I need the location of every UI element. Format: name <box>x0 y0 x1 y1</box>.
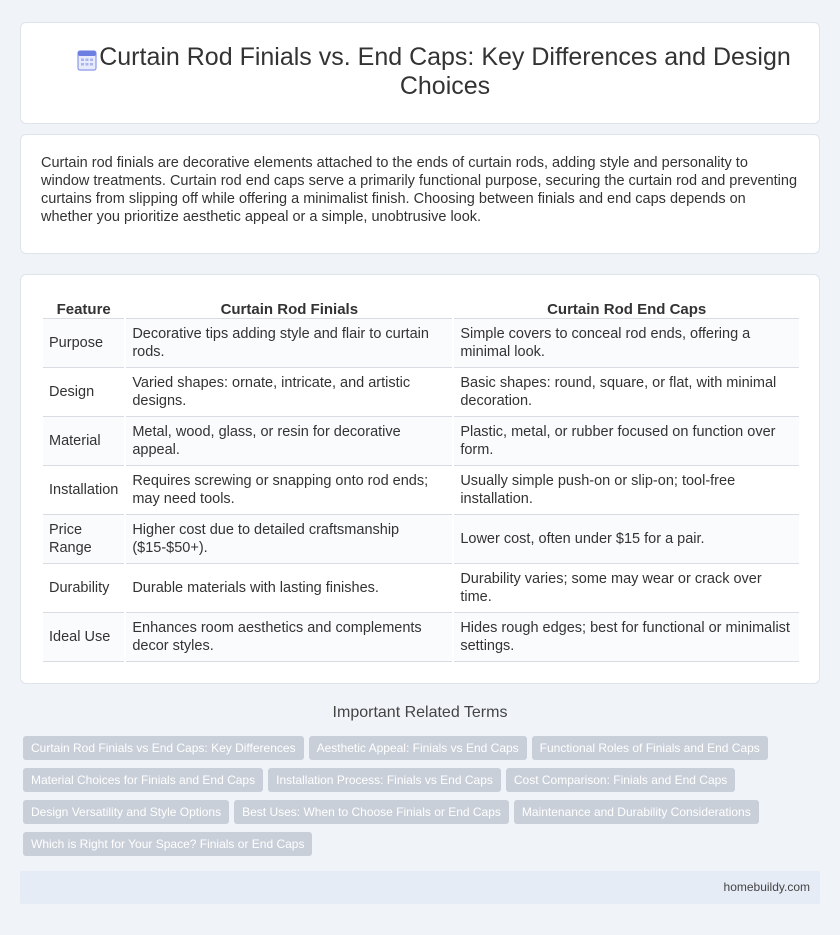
feature-cell: Installation <box>43 466 125 515</box>
related-term-link[interactable]: Best Uses: When to Choose Finials or End Caps <box>234 800 509 824</box>
related-term-link[interactable]: Maintenance and Durability Considerations <box>514 800 759 824</box>
header-end-caps: Curtain Rod End Caps <box>453 297 799 319</box>
feature-cell: Design <box>43 368 125 417</box>
footer-site-link[interactable]: homebuildy.com <box>723 880 810 894</box>
end-caps-cell: Durability varies; some may wear or crack over time. <box>453 564 799 613</box>
intro-card <box>20 134 820 254</box>
feature-cell: Price Range <box>43 515 125 564</box>
related-term-link[interactable]: Aesthetic Appeal: Finials vs End Caps <box>309 736 527 760</box>
header-card <box>20 22 820 124</box>
table-row <box>43 368 799 417</box>
related-terms-list <box>23 736 823 864</box>
related-term-link[interactable]: Cost Comparison: Finials and End Caps <box>506 768 735 792</box>
related-term-link[interactable]: Functional Roles of Finials and End Caps <box>532 736 768 760</box>
header-finials: Curtain Rod Finials <box>125 297 453 319</box>
finials-cell: Durable materials with lasting finishes. <box>125 564 453 613</box>
end-caps-cell: Plastic, metal, or rubber focused on function over form. <box>453 417 799 466</box>
table-row <box>43 417 799 466</box>
footer <box>20 871 820 904</box>
finials-cell: Enhances room aesthetics and complements decor styles. <box>125 613 453 662</box>
related-term-link[interactable]: Curtain Rod Finials vs End Caps: Key Differences <box>23 736 304 760</box>
table-row <box>43 466 799 515</box>
end-caps-cell: Basic shapes: round, square, or flat, with minimal decoration. <box>453 368 799 417</box>
finials-cell: Requires screwing or snapping onto rod ends; may need tools. <box>125 466 453 515</box>
end-caps-cell: Lower cost, often under $15 for a pair. <box>453 515 799 564</box>
related-term-link[interactable]: Installation Process: Finials vs End Caps <box>268 768 501 792</box>
page-title: Curtain Rod Finials vs. End Caps: Key Differences and Design Choices <box>99 43 791 100</box>
finials-cell: Metal, wood, glass, or resin for decorative appeal. <box>125 417 453 466</box>
intro-text: Curtain rod finials are decorative elements attached to the ends of curtain rods, adding style and personality to window treatments. Curtain rod end caps serve a primarily functional purpose, securing the curtain rod and preventing curtains from slipping off while offering a minimalist finish. Choosing between finials and end caps depends on whether you prioritize aesthetic appeal or a simple, unobtrusive look. <box>41 155 798 225</box>
table-row <box>43 564 799 613</box>
comparison-card <box>20 274 820 684</box>
related-terms-title: Important Related Terms <box>332 704 508 721</box>
end-caps-cell: Usually simple push-on or slip-on; tool-free installation. <box>453 466 799 515</box>
table-row <box>43 613 799 662</box>
finials-cell: Decorative tips adding style and flair to curtain rods. <box>125 319 453 368</box>
related-term-link[interactable]: Design Versatility and Style Options <box>23 800 229 824</box>
finials-cell: Varied shapes: ornate, intricate, and artistic designs. <box>125 368 453 417</box>
feature-cell: Ideal Use <box>43 613 125 662</box>
header-feature: Feature <box>43 297 125 319</box>
table-row <box>43 319 799 368</box>
feature-cell: Purpose <box>43 319 125 368</box>
feature-cell: Material <box>43 417 125 466</box>
related-term-link[interactable]: Which is Right for Your Space? Finials or End Caps <box>23 832 312 856</box>
comparison-table <box>43 297 799 662</box>
end-caps-cell: Simple covers to conceal rod ends, offering a minimal look. <box>453 319 799 368</box>
finials-cell: Higher cost due to detailed craftsmanship ($15-$50+). <box>125 515 453 564</box>
feature-cell: Durability <box>43 564 125 613</box>
related-term-link[interactable]: Material Choices for Finials and End Caps <box>23 768 263 792</box>
end-caps-cell: Hides rough edges; best for functional or minimalist settings. <box>453 613 799 662</box>
table-row <box>43 515 799 564</box>
table-header-row <box>43 297 799 319</box>
